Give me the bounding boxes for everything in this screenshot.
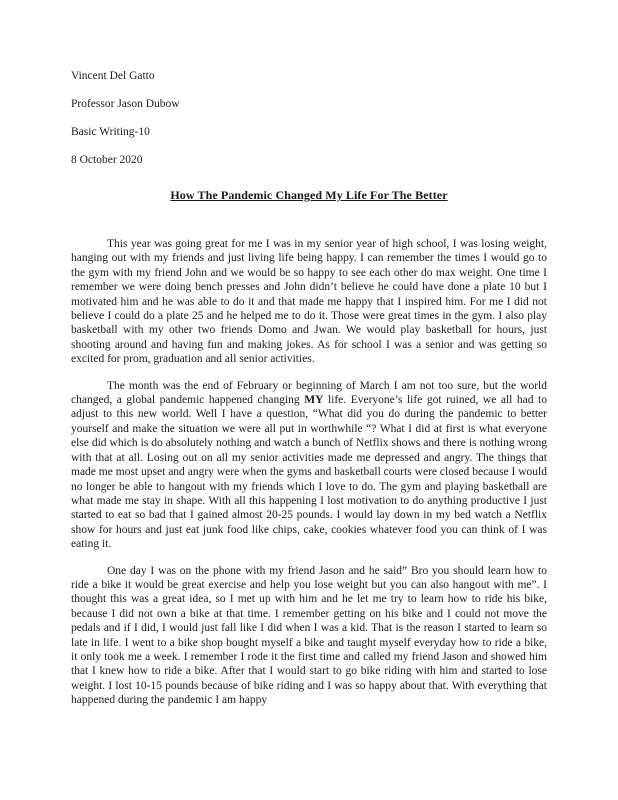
essay-date: 8 October 2020 [71,154,143,166]
paragraph-2 [71,379,547,552]
professor-name: Professor Jason Dubow [71,98,180,110]
paragraph-1: This year was going great for me I was in my senior year of high school, I was losing weight, hanging out with my friends and just living life being happy. I can remember the times I would go to the gym with my friend John and we would be so happy to see each other do max weight. One time I remember we were doing bench presses and John didn’t believe he could have done a plate 10 but I motivated him and he was able to do it and that made me happy that I inspired him. For me I did not believe I could do a plate 25 and he helped me to do it. Those were great times in the gym. I also play basketball with my other two friends Domo and Jwan. We would play basketball for hours, just shooting around and having fun and making jokes. As for school I was a senior and was getting so excited for prom, graduation and all senior activities. [71,238,547,366]
mla-header [71,62,547,174]
paragraph-2-bold-word: MY [304,394,324,407]
course-name: Basic Writing-10 [71,126,150,138]
paragraph-3: One day I was on the phone with my friend Jason and he said” Bro you should learn how to ride a bike it would be great exercise and help you lose weight but you can also hangout with me”. I thought this was a great idea, so I met up with him and he let me try to learn how to ride his bike, because I did not own a bike at that time. I remember getting on his bike and I could not move the pedals and if I did, I would just fall like I did when I was a kid. That is the reason I started to learn so late in life. I went to a bike shop bought myself a bike and taught myself everyday how to ride a bike, it only took me a week. I remember I rode it the first time and called my friend Jason and showed him that I knew how to ride a bike. After that I would start to go bike riding with him and started to lose weight. I lost 10-15 pounds because of bike riding and I was so happy about that. With everything that happened during the pandemic I am happy [71,564,547,707]
essay-title: How The Pandemic Changed My Life For The Better [170,188,448,202]
paragraph-2-text-after: life. Everyone’s life got ruined, we all had to adjust to this new world. Well I have a question, “What did you do during the pandemic to better yourself and make the situation we were all put in worthwhile “? What I did at first is what everyone else did which is do absolutely nothing and watch a bunch of Netflix shows and there is nothing wrong with that at all. Losing out on all my senior activities made me depressed and angry. The things that made me most upset and angry were when the gyms and basketball courts were closed because I would no longer be able to hangout with my friends which I love to do. The gym and playing basketball are what made me stay in shape. With all this happening I lost motivation to do anything productive I just started to eat so bad that I gained almost 20-25 pounds. I would lay down in my bed watch a Netflix show for hours and just eat junk food like chips, cake, cookies whatever food you can think of I was eating it. [71,394,547,551]
paragraph-2-text-before: The month was the end of February or beginning of March I am not too sure, but the world changed, a global pandemic happened changing [71,379,547,407]
author-name: Vincent Del Gatto [71,70,155,82]
